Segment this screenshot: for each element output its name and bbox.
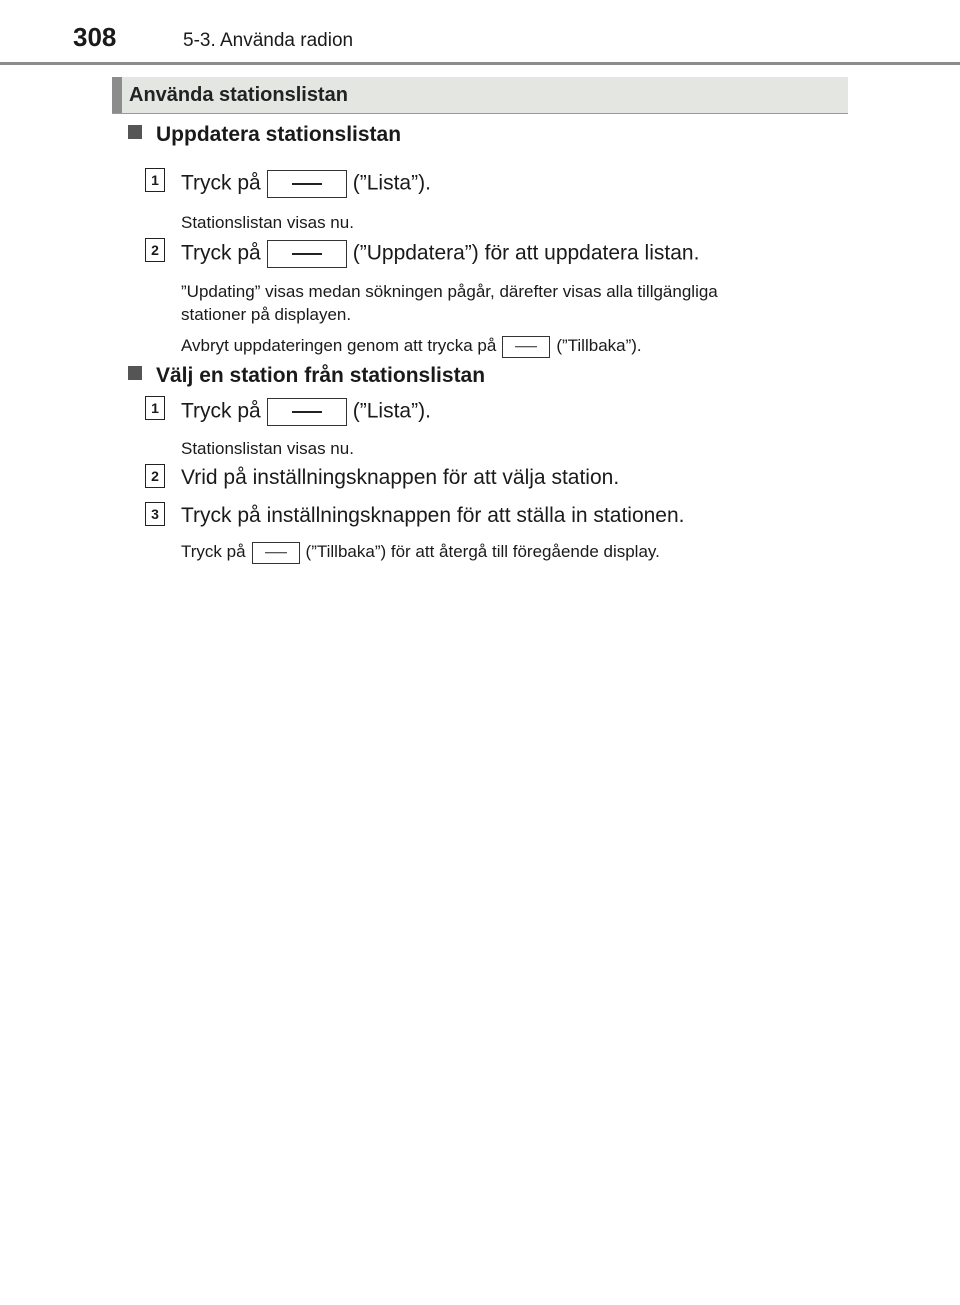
step-number-badge: 2 — [145, 464, 165, 488]
note-text-post: (”Tillbaka”). — [556, 336, 642, 355]
step-number-badge: 3 — [145, 502, 165, 526]
update-step1-note: Stationslistan visas nu. — [181, 213, 354, 232]
update-button-icon — [267, 240, 347, 268]
update-step2 — [181, 240, 699, 268]
list-button-icon — [267, 398, 347, 426]
step-text-post: (”Lista”). — [352, 171, 431, 195]
subheading-update-text: Uppdatera stationslistan — [156, 123, 402, 146]
square-bullet-icon — [128, 125, 142, 139]
step-number-badge: 1 — [145, 168, 165, 192]
note-line: ”Updating” visas medan sökningen pågår, därefter visas alla tillgängliga — [181, 282, 718, 301]
update-step2-note2 — [181, 334, 642, 358]
step-number-badge: 2 — [145, 238, 165, 262]
section-bar — [112, 77, 848, 114]
step-number-badge: 1 — [145, 396, 165, 420]
section-title: Använda stationslistan — [129, 84, 348, 106]
note-text-pre: Tryck på — [181, 542, 246, 561]
list-button-icon — [267, 170, 347, 198]
update-step1 — [181, 170, 431, 198]
subheading-select — [128, 364, 485, 388]
back-button-icon — [502, 336, 550, 358]
select-step1-note: Stationslistan visas nu. — [181, 439, 354, 458]
note-text-post: (”Tillbaka”) för att återgå till föregående display. — [305, 542, 660, 561]
page-number: 308 — [73, 22, 117, 52]
note-text-pre: Avbryt uppdateringen genom att trycka på — [181, 336, 497, 355]
chapter-title: 5-3. Använda radion — [183, 30, 354, 51]
select-step2: Vrid på inställningsknappen för att välja station. — [181, 466, 620, 489]
step-text-post: (”Lista”). — [352, 399, 431, 423]
subheading-select-text: Välj en station från stationslistan — [156, 364, 486, 387]
step-text-pre: Tryck på — [181, 241, 261, 265]
note-line: stationer på displayen. — [181, 305, 352, 324]
section-accent — [112, 77, 122, 113]
subheading-update — [128, 123, 401, 147]
step-text-pre: Tryck på — [181, 399, 261, 423]
update-step2-note1 — [181, 280, 718, 326]
step-text-pre: Tryck på — [181, 171, 261, 195]
header-rule — [0, 62, 960, 65]
square-bullet-icon — [128, 366, 142, 380]
select-step3: Tryck på inställningsknappen för att ställa in stationen. — [181, 504, 685, 527]
select-step1 — [181, 398, 431, 426]
select-step3-note — [181, 540, 660, 564]
back-button-icon — [252, 542, 300, 564]
step-text-post: (”Uppdatera”) för att uppdatera listan. — [352, 241, 700, 265]
